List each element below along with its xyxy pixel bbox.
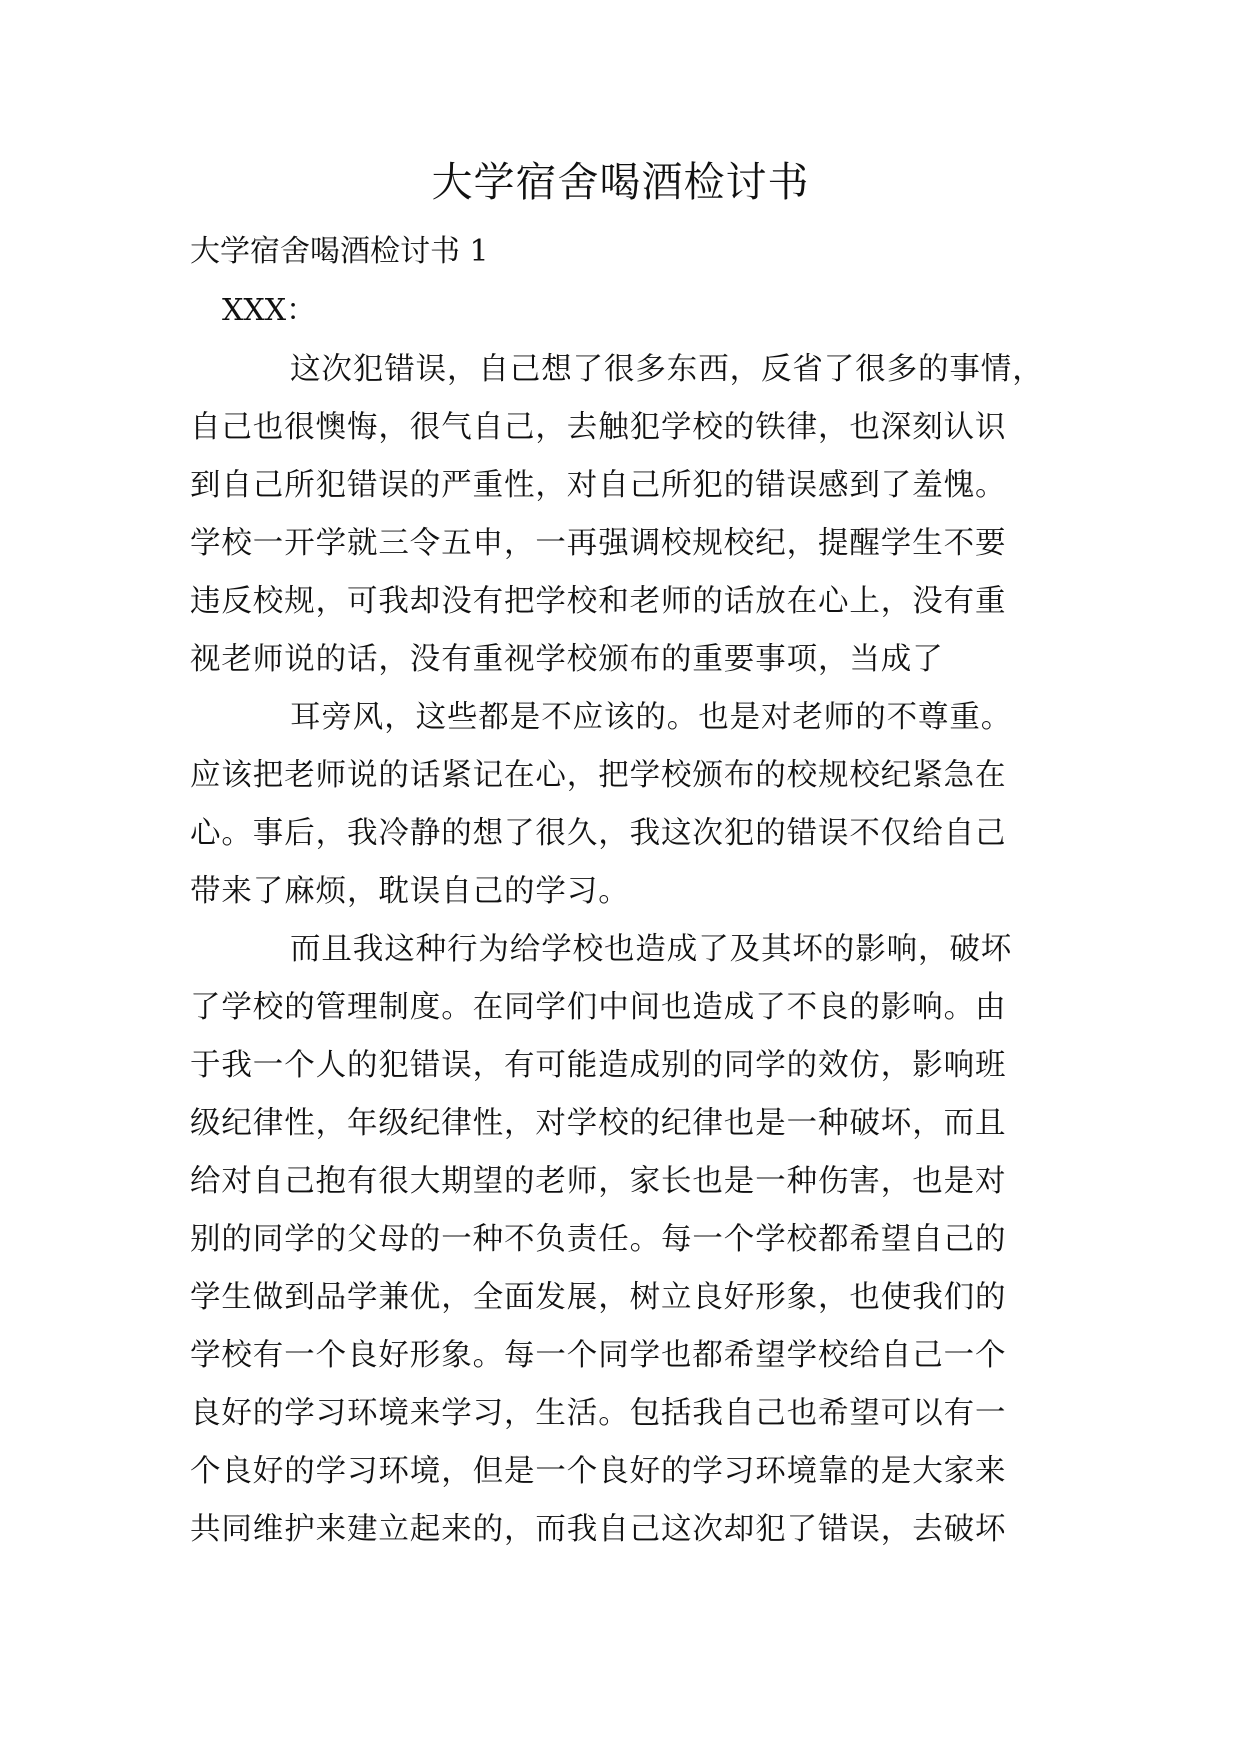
paragraph-line: 于我一个人的犯错误，有可能造成别的同学的效仿，影响班 [190, 1048, 1007, 1083]
paragraph-line: 别的同学的父母的一种不负责任。每一个学校都希望自己的 [190, 1222, 1007, 1257]
paragraph-line: 应该把老师说的话紧记在心，把学校颁布的校规校纪紧急在 [190, 758, 1007, 793]
paragraph-line: 带来了麻烦，耽误自己的学习。 [190, 874, 630, 909]
paragraph-line: 而且我这种行为给学校也造成了及其坏的影响，破坏 [290, 932, 1013, 967]
paragraph-line: 学校有一个良好形象。每一个同学也都希望学校给自己一个 [190, 1338, 1007, 1373]
paragraph-line: 自己也很懊悔，很气自己，去触犯学校的铁律，也深刻认识 [190, 410, 1007, 445]
paragraph-line: 耳旁风，这些都是不应该的。也是对老师的不尊重。 [290, 700, 1013, 735]
paragraph-line: 级纪律性，年级纪律性，对学校的纪律也是一种破坏，而且 [190, 1106, 1007, 1141]
paragraph-line: 到自己所犯错误的严重性，对自己所犯的错误感到了羞愧。 [190, 468, 1007, 503]
paragraph-line: 给对自己抱有很大期望的老师，家长也是一种伤害，也是对 [190, 1164, 1007, 1199]
paragraph-line: 个良好的学习环境，但是一个良好的学习环境靠的是大家来 [190, 1454, 1007, 1489]
paragraph-line: 这次犯错误，自己想了很多东西，反省了很多的事情， [290, 352, 1044, 387]
body-text [190, 341, 1070, 1559]
paragraph-line: 违反校规，可我却没有把学校和老师的话放在心上，没有重 [190, 584, 1007, 619]
document-title: 大学宿舍喝酒检讨书 [431, 158, 810, 206]
paragraph-line: 共同维护来建立起来的，而我自己这次却犯了错误，去破坏 [190, 1512, 1007, 1547]
document-subtitle: 大学宿舍喝酒检讨书 1 [190, 234, 489, 269]
paragraph-line: 视老师说的话，没有重视学校颁布的重要事项，当成了 [190, 642, 944, 677]
paragraph-line: 良好的学习环境来学习，生活。包括我自己也希望可以有一 [190, 1396, 1007, 1431]
salutation: XXX： [222, 293, 317, 328]
paragraph-line: 学校一开学就三令五申，一再强调校规校纪，提醒学生不要 [190, 526, 1007, 561]
paragraph-line: 学生做到品学兼优，全面发展，树立良好形象，也使我们的 [190, 1280, 1007, 1315]
paragraph-line: 心。事后，我冷静的想了很久，我这次犯的错误不仅给自己 [190, 816, 1007, 851]
paragraph-line: 了学校的管理制度。在同学们中间也造成了不良的影响。由 [190, 990, 1007, 1025]
